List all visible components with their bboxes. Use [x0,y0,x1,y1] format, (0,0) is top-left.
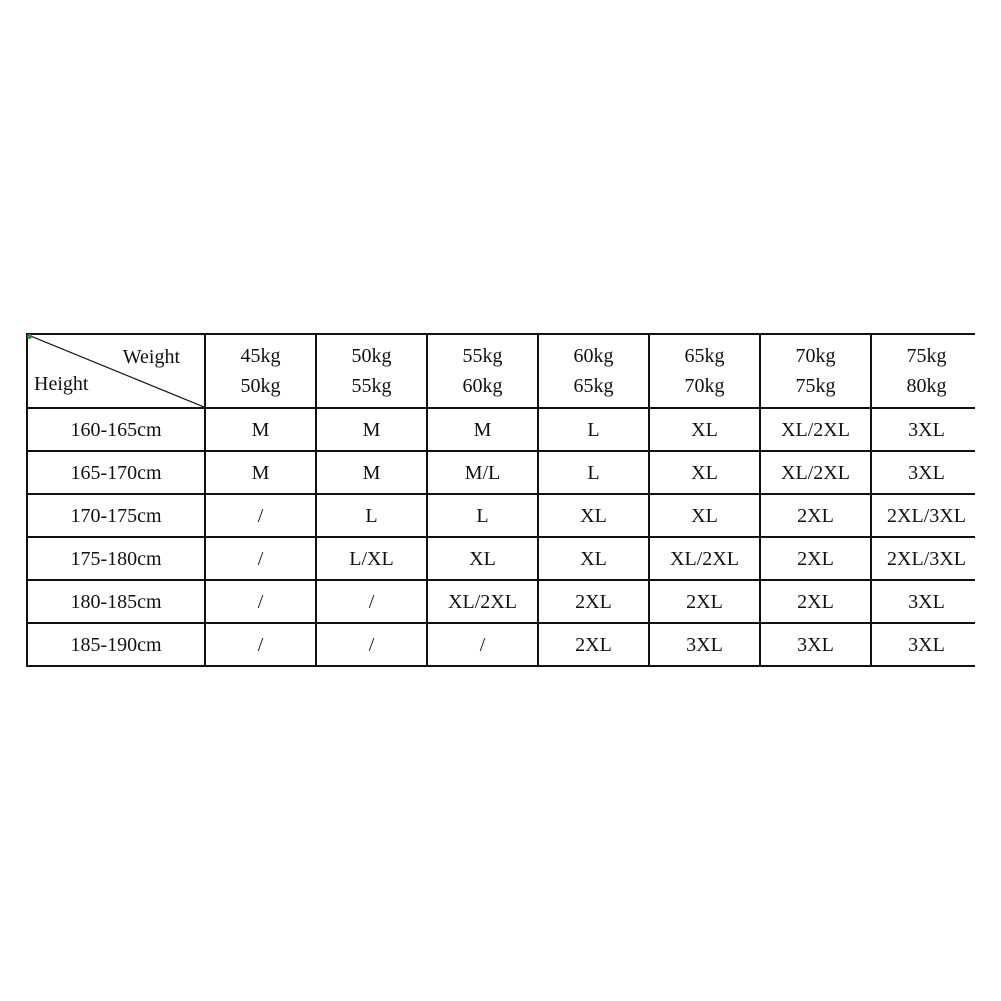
weight-header-70-75 [760,334,871,408]
weight-to: 75kg [795,375,836,397]
height-cell: 165-170cm [27,451,205,494]
size-cell: M [205,408,316,451]
size-cell: 3XL [871,623,975,666]
table-row [27,623,975,666]
size-cell: 2XL/3XL [871,494,975,537]
size-cell: / [205,537,316,580]
size-cell: 3XL [871,580,975,623]
size-cell: L [316,494,427,537]
weight-header-75-80 [871,334,975,408]
height-cell: 175-180cm [27,537,205,580]
size-cell: XL/2XL [760,451,871,494]
size-chart [26,333,975,669]
size-cell: L [538,408,649,451]
size-cell: / [427,623,538,666]
weight-from: 55kg [462,345,503,367]
size-cell: XL [427,537,538,580]
weight-from: 60kg [573,345,614,367]
size-cell: 2XL [538,580,649,623]
weight-from: 70kg [795,345,836,367]
weight-from: 45kg [240,345,281,367]
size-cell: 2XL [760,494,871,537]
weight-to: 50kg [240,375,281,397]
corner-cell [27,334,205,408]
size-cell: XL/2XL [427,580,538,623]
size-cell: 3XL [760,623,871,666]
weight-header-65-70 [649,334,760,408]
size-cell: XL [649,451,760,494]
weight-header-45-50 [205,334,316,408]
size-cell: XL [538,537,649,580]
size-cell: L [538,451,649,494]
size-cell: L/XL [316,537,427,580]
size-cell: XL/2XL [760,408,871,451]
size-cell: 2XL [538,623,649,666]
size-cell: / [316,623,427,666]
weight-header-60-65 [538,334,649,408]
height-cell: 160-165cm [27,408,205,451]
table-row [27,537,975,580]
weight-header-50-55 [316,334,427,408]
table-row [27,494,975,537]
table-row [27,408,975,451]
weight-to: 80kg [906,375,947,397]
size-cell: 3XL [649,623,760,666]
weight-to: 55kg [351,375,392,397]
size-cell: M [316,451,427,494]
size-cell: XL [649,408,760,451]
size-cell: 2XL [649,580,760,623]
size-cell: M [316,408,427,451]
weight-to: 60kg [462,375,503,397]
weight-axis-label: Weight [122,346,180,368]
size-cell: / [205,580,316,623]
weight-to: 70kg [684,375,725,397]
size-cell: XL [538,494,649,537]
size-cell: / [316,580,427,623]
size-cell: M/L [427,451,538,494]
weight-from: 50kg [351,345,392,367]
height-cell: 185-190cm [27,623,205,666]
size-cell: M [427,408,538,451]
height-cell: 170-175cm [27,494,205,537]
size-cell: / [205,494,316,537]
size-cell: 2XL [760,537,871,580]
height-cell: 180-185cm [27,580,205,623]
corner-mark-dot [27,334,32,339]
height-axis-label: Height [34,373,89,395]
size-cell: 2XL/3XL [871,537,975,580]
weight-header-55-60 [427,334,538,408]
size-cell: XL/2XL [649,537,760,580]
table-row [27,580,975,623]
table-row [27,451,975,494]
weight-from: 65kg [684,345,725,367]
size-cell: 3XL [871,408,975,451]
header-row [27,334,975,408]
size-cell: 3XL [871,451,975,494]
size-cell: 2XL [760,580,871,623]
weight-from: 75kg [906,345,947,367]
size-cell: XL [649,494,760,537]
size-cell: M [205,451,316,494]
weight-to: 65kg [573,375,614,397]
size-table [26,333,975,667]
size-cell: L [427,494,538,537]
size-cell: / [205,623,316,666]
